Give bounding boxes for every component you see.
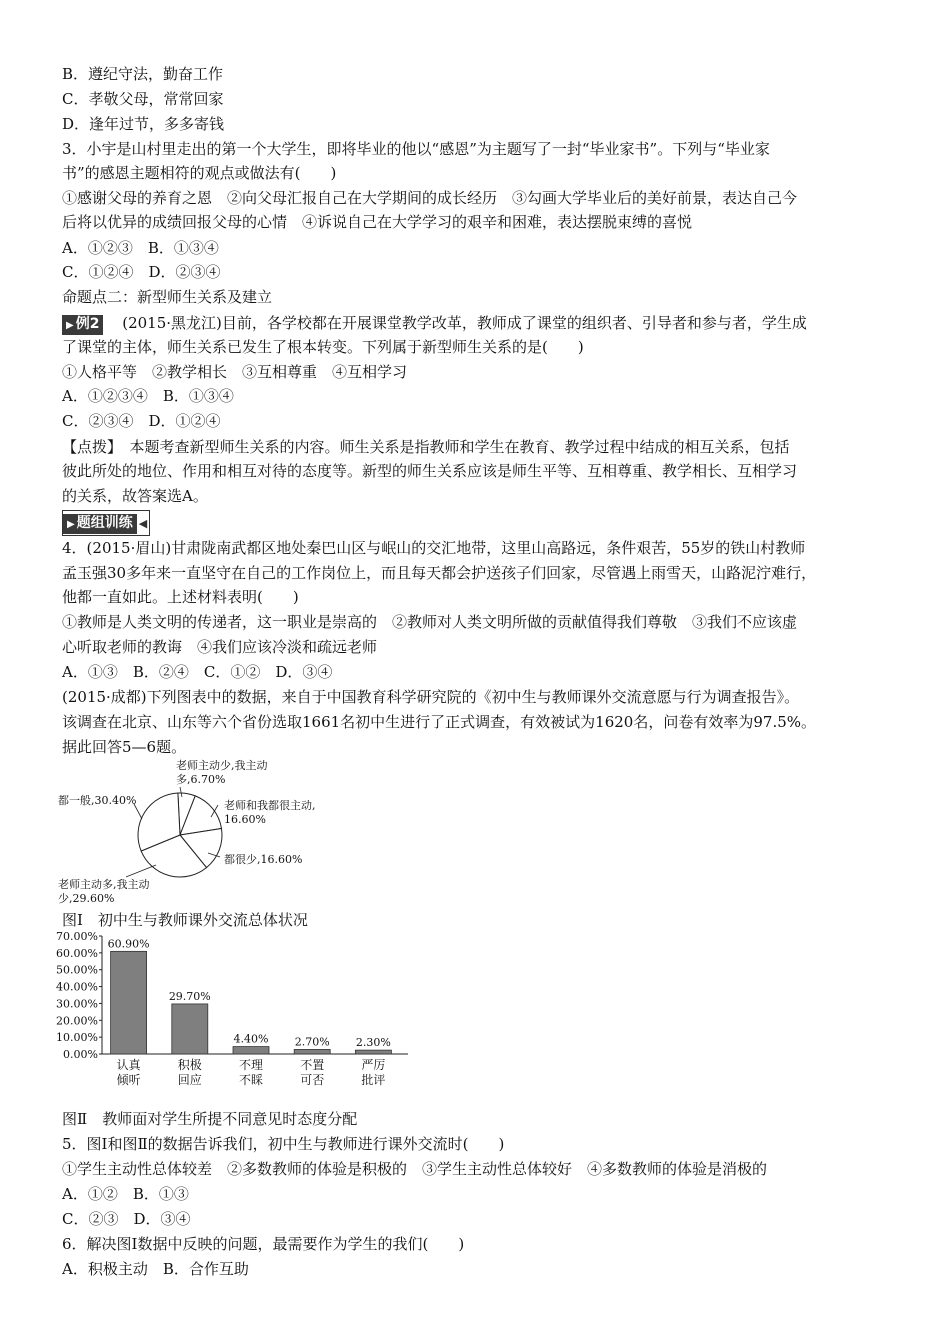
- question-4-line-2: 孟玉强30多年来一直坚守在自己的工作岗位上，而且每天都会护送孩子们回家，尽管遇上雨雪天，山路泥泞难行，: [62, 564, 817, 582]
- y-tick-label: 30.00%: [56, 997, 98, 1011]
- option-d-text: D．逢年过节，多多寄钱: [62, 115, 225, 133]
- question-6-line: 6．解决图Ⅰ数据中反映的问题，最需要作为学生的我们( ): [62, 1235, 465, 1253]
- practice-section-header: [62, 510, 150, 536]
- pie-slice-label: 都很少,16.60%: [224, 853, 303, 866]
- example-2-line-1: [62, 312, 807, 335]
- x-category-label: 积极: [177, 1058, 202, 1072]
- x-category-label: 倾听: [116, 1073, 141, 1087]
- practice-tag: ▶ 题组训练 ◀: [62, 510, 150, 536]
- pie-chart-title: 图Ⅰ 初中生与教师课外交流总体状况: [62, 911, 308, 929]
- y-tick-label: 60.00%: [56, 946, 98, 960]
- question-3-choices-line-2: 后将以优异的成绩回报父母的心情 ④诉说自己在大学学习的艰辛和困难，表达摆脱束缚的喜悦: [62, 213, 693, 231]
- bar-value-label: 29.70%: [168, 989, 211, 1003]
- data-intro-line-1: (2015·成都)下列图表中的数据，来自于中国教育科学研究院的《初中生与教师课外交流意愿与行为调查报告》。: [62, 688, 800, 706]
- bar: [233, 1047, 269, 1054]
- question-3-answer-ab: A．①②③ B．①③④: [62, 239, 219, 257]
- example-2-answer-cd: C．②③④ D．①②④: [62, 412, 221, 430]
- example-2-choices: ①人格平等 ②教学相长 ③互相尊重 ④互相学习: [62, 363, 408, 381]
- option-c-text: C．孝敬父母，常常回家: [62, 90, 224, 108]
- question-3-choices-line-1: ①感谢父母的养育之恩 ②向父母汇报自己在大学期间的成长经历 ③勾画大学毕业后的美好前景，表达自己今: [62, 189, 798, 207]
- question-3-line-2: 书”的感恩主题相符的观点或做法有( ): [62, 164, 337, 182]
- y-tick-label: 0.00%: [63, 1048, 98, 1061]
- pie-slice-label: 少,29.60%: [58, 892, 115, 905]
- pie-leader-line: [126, 865, 156, 877]
- question-4-answers: A．①③ B．②④ C．①② D．③④: [62, 663, 333, 681]
- bar: [172, 1004, 208, 1054]
- bar-chart-title: 图Ⅱ 教师面对学生所提不同意见时态度分配: [62, 1110, 358, 1128]
- x-category-label: 不置: [300, 1058, 325, 1072]
- question-5-choices: ①学生主动性总体较差 ②多数教师的体验是积极的 ③学生主动性总体较好 ④多数教师的体验是消极的: [62, 1160, 768, 1178]
- play-triangle-icon: ▶: [66, 320, 74, 331]
- question-4-choices-line-2: 心听取老师的教诲 ④我们应该冷淡和疏远老师: [62, 638, 378, 656]
- question-5-answer-ab: A．①② B．①③: [62, 1185, 189, 1203]
- section-heading: 命题点二：新型师生关系及建立: [62, 288, 273, 306]
- y-tick-label: 50.00%: [56, 963, 98, 977]
- data-intro-line-3: 据此回答5—6题。: [62, 738, 187, 756]
- bar: [111, 951, 147, 1054]
- x-category-label: 不理: [238, 1058, 264, 1072]
- play-triangle-icon: ▶: [67, 519, 75, 530]
- question-5-answer-cd: C．②③ D．③④: [62, 1210, 191, 1228]
- pie-chart: [56, 757, 376, 907]
- example-2-answer-ab: A．①②③④ B．①③④: [62, 387, 234, 405]
- y-tick-label: 70.00%: [56, 930, 98, 943]
- y-tick-label: 20.00%: [56, 1014, 98, 1028]
- y-tick-label: 40.00%: [56, 980, 98, 994]
- pie-slice-label: 老师主动多,我主动: [58, 878, 150, 891]
- pie-slice-label: 16.60%: [224, 813, 266, 826]
- x-category-label: 认真: [116, 1058, 141, 1072]
- bar: [294, 1049, 330, 1054]
- question-4-line-1: 4．(2015·眉山)甘肃陇南武都区地处秦巴山区与岷山的交汇地带，这里山高路远，条件艰苦，55岁的铁山村教师: [62, 539, 806, 557]
- question-3-line-1: 3．小宇是山村里走出的第一个大学生，即将毕业的他以“感恩”为主题写了一封“毕业家书”。下列与“毕业家: [62, 140, 770, 158]
- x-category-label: 不睬: [238, 1073, 264, 1087]
- pie-slice-label: 老师和我都很主动,: [224, 799, 316, 812]
- hint-line-3: 的关系，故答案选A。: [62, 487, 208, 505]
- triangle-left-icon: ◀: [138, 517, 148, 530]
- pie-slice-label: 都一般,30.40%: [58, 794, 137, 807]
- question-6-answer-ab: A．积极主动 B．合作互助: [62, 1260, 249, 1278]
- pie-slice-label: 老师主动少,我主动: [176, 759, 268, 772]
- hint-line-2: 彼此所处的地位、作用和相互对待的态度等。新型的师生关系应该是师生平等、互相尊重、教学相长、互相学习: [62, 462, 798, 480]
- example-2-line-2: 了课堂的主体，师生关系已发生了根本转变。下列属于新型师生关系的是( ): [62, 338, 584, 356]
- question-4-line-3: 他都一直如此。上述材料表明( ): [62, 588, 299, 606]
- x-category-label: 可否: [300, 1073, 325, 1087]
- bar-value-label: 4.40%: [233, 1032, 269, 1046]
- bar-value-label: 2.70%: [294, 1035, 330, 1049]
- x-category-label: 严厉: [361, 1058, 386, 1072]
- y-tick-label: 10.00%: [56, 1031, 98, 1045]
- example-2-text-1: (2015·黑龙江)目前，各学校都在开展课堂教学改革，教师成了课堂的组织者、引导者和参与者，学生成: [122, 314, 807, 332]
- data-intro-line-2: 该调查在北京、山东等六个省份选取1661名初中生进行了正式调查，有效被试为1620名，问卷有效率为97.5%。: [62, 713, 817, 731]
- question-4-choices-line-1: ①教师是人类文明的传递者，这一职业是崇高的 ②教师对人类文明所做的贡献值得我们尊敬 ③我们不应该虚: [62, 613, 798, 631]
- pie-slice-label: 多,6.70%: [176, 773, 226, 786]
- bar-value-label: 2.30%: [355, 1036, 391, 1050]
- option-b-text: B．遵纪守法，勤奋工作: [62, 65, 224, 83]
- bar-chart: [56, 930, 416, 1090]
- bar: [355, 1050, 391, 1054]
- x-category-label: 批评: [361, 1073, 386, 1087]
- question-3-answer-cd: C．①②④ D．②③④: [62, 263, 221, 281]
- bar-value-label: 60.90%: [107, 937, 150, 951]
- hint-line-1: 【点拨】 本题考查新型师生关系的内容。师生关系是指教师和学生在教育、教学过程中结成的相互关系，包括: [62, 438, 790, 456]
- x-category-label: 回应: [177, 1073, 202, 1087]
- question-5-line: 5．图Ⅰ和图Ⅱ的数据告诉我们，初中生与教师进行课外交流时( ): [62, 1135, 505, 1153]
- example-tag: ▶ 例2: [62, 315, 103, 335]
